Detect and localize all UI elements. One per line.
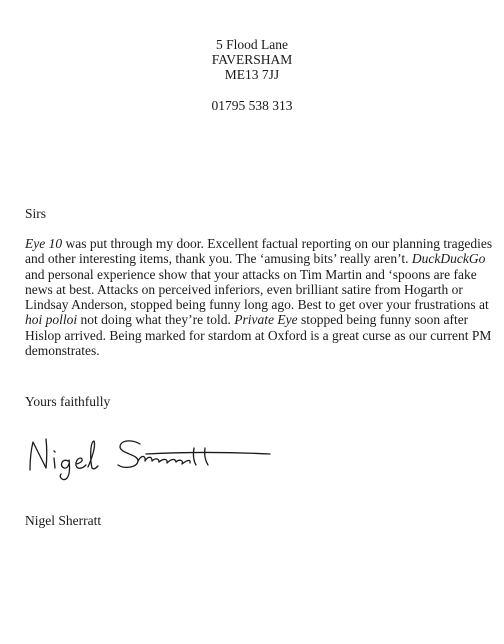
letter-body [25,236,495,358]
body-text-segment: and personal experience show that your attacks on Tim Martin and ‘spoons are fake news at best. Attacks on perceived inferiors, even brilliant satire from Hogarth or Lindsay Anderson, stopped being funny long ago. Best to get over your frustrations at [25,266,489,313]
body-text-segment: stopped being funny soon after Hislop arrived. Being marked for stardom at Oxford is a great curse as our current PM demonstrates. [25,312,492,359]
italic-title-text: DuckDuckGo [411,251,486,267]
address-line-3: ME13 7JJ [224,67,280,82]
italic-title-text: Private Eye [234,312,298,328]
body-text-segment: was put through my door. Excellent factual reporting on our planning tragedies and other interesting items, thank you. The ‘amusing bits’ really aren’t. [25,236,493,267]
phone-number: 01795 538 313 [211,98,293,113]
italic-title-text: Eye 10 [25,236,63,251]
signatory-name: Nigel Sherratt [25,513,102,528]
body-text-segment: not doing what they’re told. [77,312,235,328]
italic-title-text: hoi polloi [25,312,78,328]
salutation: Sirs [25,206,47,221]
closing: Yours faithfully [25,394,111,409]
sender-address [0,37,504,113]
address-line-1: 5 Flood Lane [216,37,288,52]
address-line-2: FAVERSHAM [211,52,293,67]
handwritten-signature [24,432,274,482]
